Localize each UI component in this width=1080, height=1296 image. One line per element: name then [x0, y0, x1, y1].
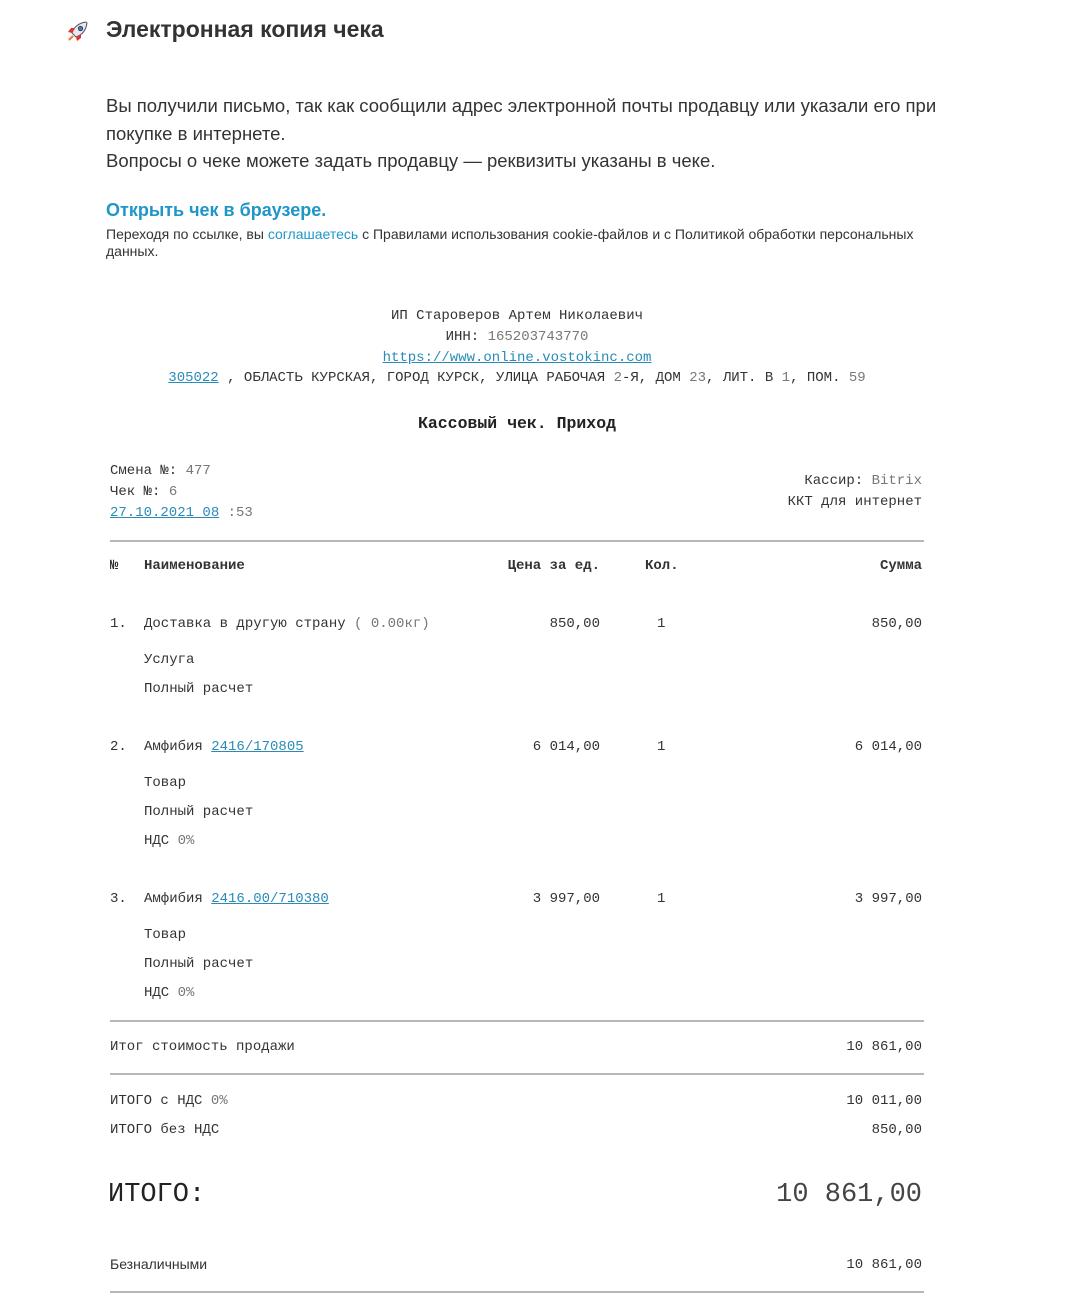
check-value: 6 [168, 484, 178, 500]
item-weight: ( 0.00кг) [354, 616, 430, 632]
item-num: 1. [110, 616, 127, 632]
item-name-text: Доставка в другую страну [144, 616, 346, 632]
seller-site-row [110, 350, 924, 366]
item-qty: 1 [657, 891, 666, 907]
item-name [144, 739, 304, 755]
shift-label: Смена №: [110, 463, 178, 479]
intro-text [106, 92, 986, 175]
postcode-link[interactable]: 305022 [168, 370, 219, 386]
item-sum: 3 997,00 [854, 891, 922, 907]
item-name [144, 616, 430, 632]
col-header-num: № [110, 558, 119, 574]
item-qty: 1 [657, 616, 666, 632]
vat-label: НДС [144, 985, 170, 1001]
divider [110, 1073, 924, 1075]
seller-inn [110, 329, 924, 345]
shift-value: 477 [185, 463, 211, 479]
email-header [64, 14, 90, 50]
consent-suffix: с Правилами использования cookie-файлов и с Политикой обработки персональных данных. [106, 226, 914, 259]
divider [110, 1020, 924, 1022]
vat0-rate: 0% [210, 1093, 228, 1109]
address-num: 23 [689, 370, 707, 386]
seller-site-link[interactable]: https://www.online.vostokinc.com [382, 350, 652, 366]
item-article-link[interactable]: 2416/170805 [211, 739, 304, 755]
date-row [110, 505, 253, 521]
address-part: , ПОМ. [790, 370, 849, 386]
cashier-label: Кассир: [804, 473, 864, 489]
cashier-value: Bitrix [871, 473, 922, 489]
kkt-label: ККТ для интернет [787, 494, 922, 510]
col-header-sum: Сумма [879, 558, 922, 574]
vat-value: 0% [177, 833, 195, 849]
vat-label: НДС [144, 833, 170, 849]
grand-total-value: 10 861,00 [776, 1180, 922, 1210]
cashless-label: Безналичными [110, 1256, 208, 1272]
subtotal-value: 10 861,00 [846, 1039, 922, 1055]
date-link[interactable]: 27.10.2021 08 [110, 505, 220, 521]
consent-prefix: Переходя по ссылке, вы [106, 226, 268, 242]
check-row [110, 484, 177, 500]
col-header-qty: Кол. [645, 558, 679, 574]
address-num: 2 [613, 370, 622, 386]
item-vat [144, 833, 194, 849]
item-type: Товар [144, 927, 187, 943]
item-payment: Полный расчет [144, 681, 254, 697]
item-sum: 850,00 [871, 616, 922, 632]
item-price: 850,00 [549, 616, 600, 632]
shift-row [110, 463, 211, 479]
seller-address [110, 370, 924, 386]
address-part: , ОБЛАСТЬ КУРСКАЯ, ГОРОД КУРСК, УЛИЦА РАБОЧАЯ [227, 370, 614, 386]
novat-value: 850,00 [871, 1122, 922, 1138]
col-header-price: Цена за ед. [507, 558, 600, 574]
page-title: Электронная копия чека [106, 16, 384, 42]
time-suffix: :53 [227, 505, 253, 521]
item-type: Услуга [144, 652, 195, 668]
item-name-text: Амфибия [144, 739, 203, 755]
item-name-text: Амфибия [144, 891, 203, 907]
cashless-value: 10 861,00 [846, 1257, 922, 1273]
item-price: 3 997,00 [532, 891, 600, 907]
item-payment: Полный расчет [144, 956, 254, 972]
rocket-icon [64, 19, 90, 45]
inn-value: 165203743770 [487, 329, 589, 345]
check-label: Чек №: [110, 484, 161, 500]
intro-line-2: Вопросы о чеке можете задать продавцу — реквизиты указаны в чеке. [106, 150, 716, 171]
cashier-row [804, 473, 922, 489]
subtotal-label: Итог стоимость продажи [110, 1039, 295, 1055]
item-num: 2. [110, 739, 127, 755]
item-article-link[interactable]: 2416.00/710380 [211, 891, 329, 907]
divider [110, 540, 924, 542]
address-part: -Я, ДОМ [622, 370, 690, 386]
intro-line-1: Вы получили письмо, так как сообщили адрес электронной почты продавцу или указали его при покупке в интернете. [106, 95, 937, 144]
col-header-name: Наименование [144, 558, 245, 574]
open-receipt-link[interactable]: Открыть чек в браузере. [106, 200, 327, 220]
address-num: 59 [848, 370, 866, 386]
item-type: Товар [144, 775, 187, 791]
vat0-value: 10 011,00 [846, 1093, 922, 1109]
item-name [144, 891, 329, 907]
vat0-label [110, 1093, 228, 1109]
item-qty: 1 [657, 739, 666, 755]
address-num: 1 [781, 370, 791, 386]
receipt-title: Кассовый чек. Приход [417, 414, 617, 433]
seller-name: ИП Староверов Артем Николаевич [390, 308, 644, 324]
novat-label: ИТОГО без НДС [110, 1122, 220, 1138]
divider [110, 1291, 924, 1293]
vat-value: 0% [177, 985, 195, 1001]
item-sum: 6 014,00 [854, 739, 922, 755]
grand-total-label: ИТОГО: [108, 1180, 206, 1210]
item-price: 6 014,00 [532, 739, 600, 755]
inn-label: ИНН: [445, 329, 480, 345]
consent-link[interactable]: соглашаетесь [267, 226, 359, 242]
address-part: , ЛИТ. В [706, 370, 782, 386]
item-payment: Полный расчет [144, 804, 254, 820]
consent-text [106, 226, 946, 260]
vat0-label-text: ИТОГО с НДС [110, 1093, 203, 1109]
item-vat [144, 985, 194, 1001]
item-num: 3. [110, 891, 127, 907]
